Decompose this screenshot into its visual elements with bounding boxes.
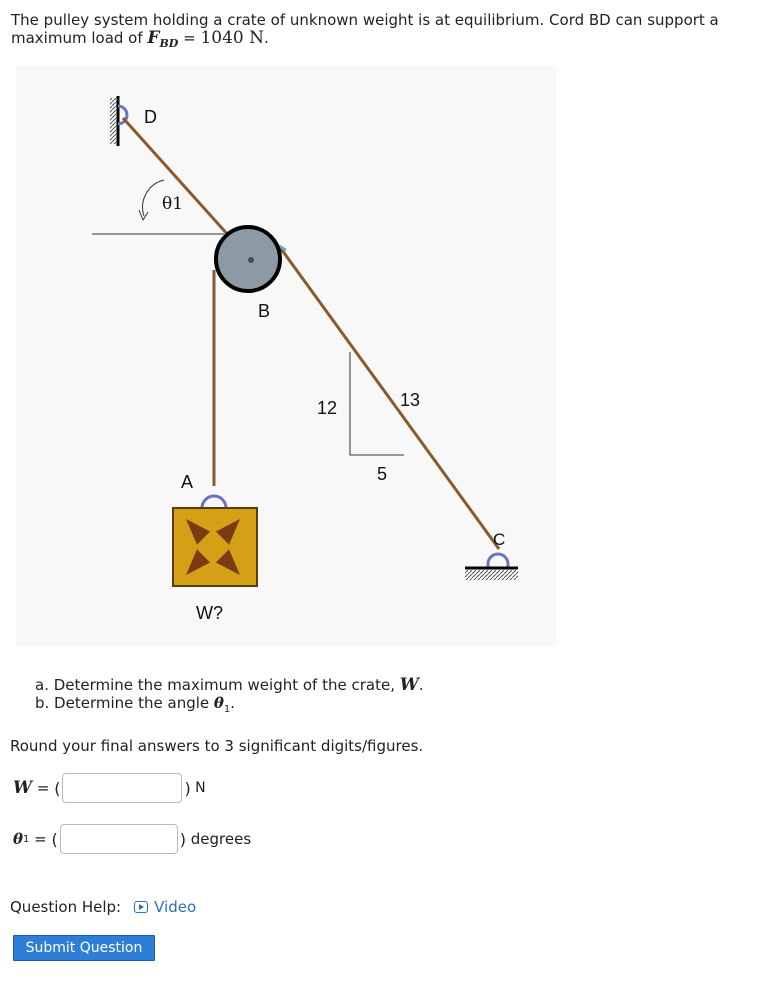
label-theta1: θ1	[162, 194, 184, 214]
video-link-label: Video	[154, 898, 197, 916]
pulley-diagram	[16, 66, 556, 646]
theta-answer-label: θ	[13, 830, 24, 848]
video-icon	[134, 901, 148, 913]
w-unit: N	[190, 780, 206, 796]
label-12: 12	[317, 398, 338, 418]
w-open-paren: (	[54, 778, 61, 798]
w-equals: =	[32, 779, 55, 797]
question-help	[10, 898, 196, 916]
label-5: 5	[377, 464, 388, 484]
problem-statement	[11, 11, 761, 53]
theta-symbol: θ	[213, 694, 224, 712]
label-c: C	[493, 530, 506, 549]
question-help-label: Question Help:	[10, 898, 122, 916]
label-w: W?	[196, 603, 223, 623]
crate	[173, 496, 257, 586]
theta-answer-input[interactable]	[60, 824, 178, 854]
w-answer-input[interactable]	[62, 773, 182, 803]
theta-equals: =	[29, 830, 52, 848]
question-a: a. Determine the maximum weight of the crate, W.	[35, 675, 424, 695]
force-value: 1040 N	[200, 28, 264, 48]
force-symbol: F	[147, 28, 160, 48]
label-13: 13	[400, 390, 421, 410]
theta-close-paren: )	[179, 829, 186, 849]
w-answer-label: W	[13, 778, 33, 798]
label-b: B	[258, 301, 271, 321]
label-a: A	[181, 472, 194, 492]
rounding-instruction: Round your final answers to 3 significant digits/figures.	[10, 737, 424, 755]
theta-unit: degrees	[186, 830, 252, 848]
w-close-paren: )	[184, 778, 191, 798]
force-subscript: BD	[159, 37, 179, 50]
label-d: D	[144, 107, 157, 127]
video-link[interactable]	[134, 898, 196, 916]
answer-row-theta: θ 1 = ( ) degrees	[13, 824, 251, 854]
submit-question-button[interactable]: Submit Question	[13, 935, 155, 961]
equals-sign: =	[178, 29, 201, 47]
question-list	[35, 676, 424, 719]
theta-open-paren: (	[51, 829, 58, 849]
pulley-b	[216, 227, 280, 291]
figure-background	[16, 66, 556, 646]
w-symbol: W	[399, 675, 419, 695]
intro-period: .	[263, 29, 269, 47]
question-b: b. Determine the angle $\theta_1$.	[35, 694, 236, 715]
intro-text: The pulley system holding a crate of unknown weight is at equilibrium. Cord BD can support a maximum load of	[11, 11, 719, 47]
answer-row-w	[13, 773, 206, 803]
